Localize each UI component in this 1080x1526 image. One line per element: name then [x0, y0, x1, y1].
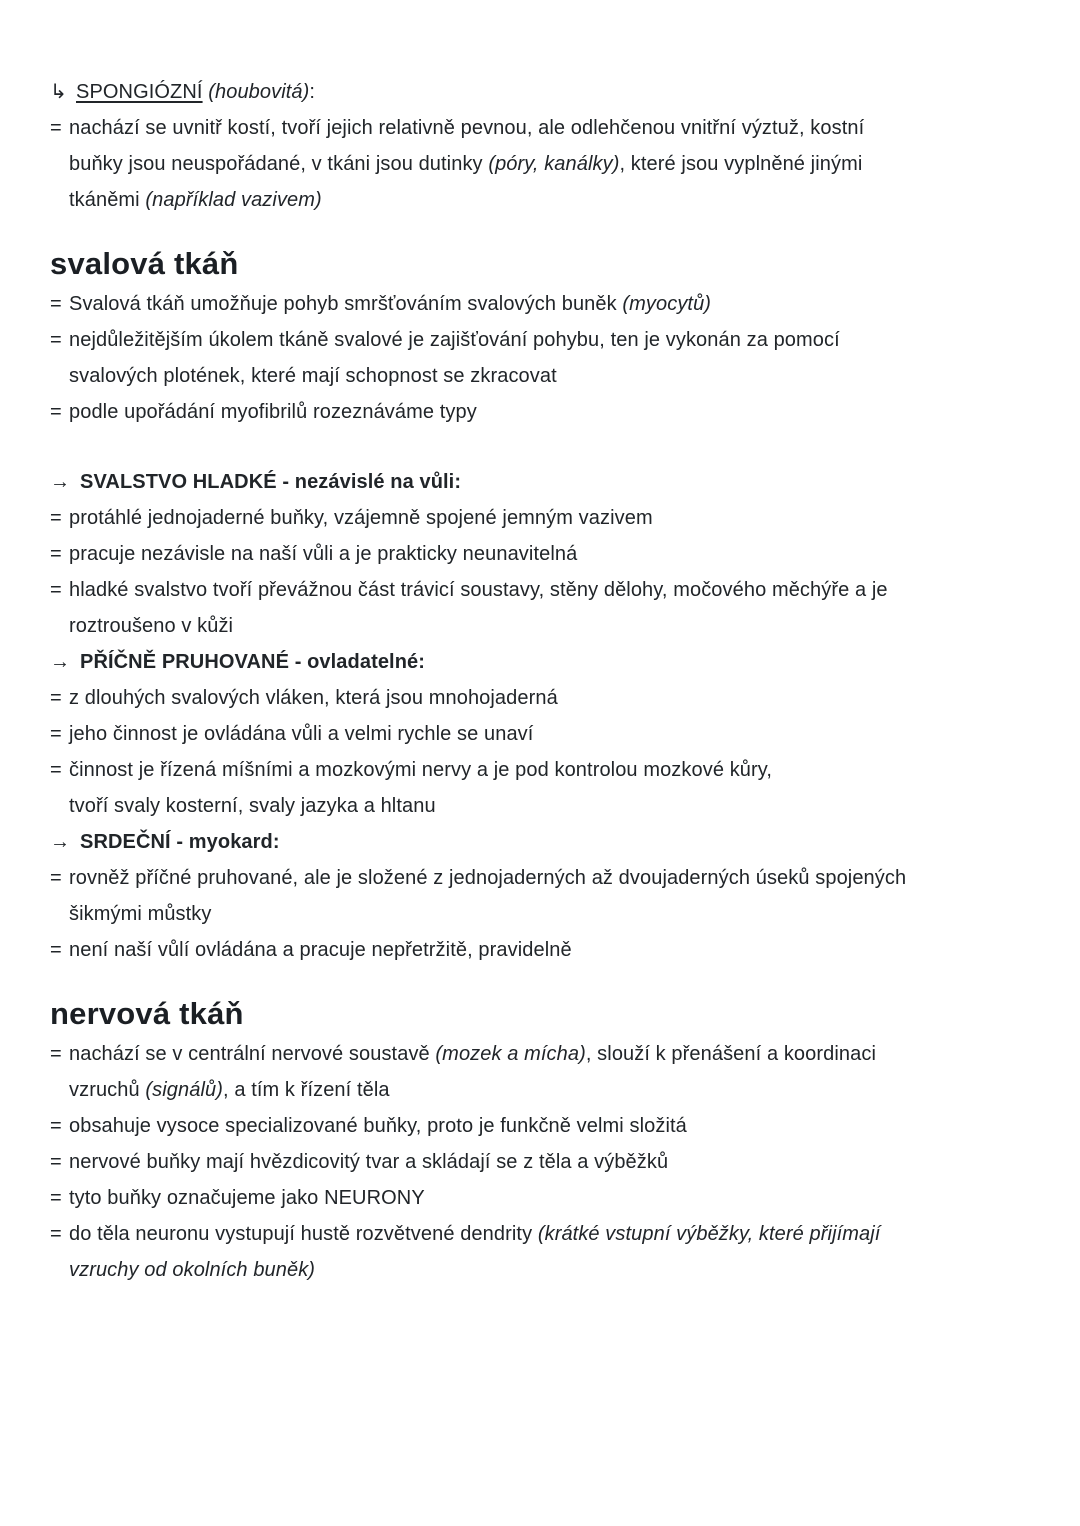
bullet-item [50, 1180, 1020, 1216]
text-line [50, 500, 1020, 536]
document-body [50, 74, 1020, 1288]
text-line [50, 322, 1020, 358]
bullet-item [50, 1036, 1020, 1108]
equals-marker: = [50, 687, 62, 709]
section-heading: svalová tkáň [50, 246, 239, 281]
text-segment: tkáněmi [69, 189, 146, 211]
bullet-item [50, 536, 1020, 572]
equals-marker: = [50, 1043, 62, 1065]
text-line [50, 1216, 1020, 1252]
equals-marker: = [50, 723, 62, 745]
text-segment: obsahuje vysoce specializované buňky, proto je funkčně velmi složitá [69, 1115, 687, 1137]
text-line [50, 358, 1020, 394]
equals-marker: = [50, 939, 62, 961]
text-segment: (například vazivem) [145, 189, 322, 211]
text-segment: , slouží k přenášení a koordinaci [585, 1043, 876, 1065]
text-segment: , které jsou vyplněné jinými [619, 153, 863, 175]
text-line [50, 572, 1020, 608]
text-segment: tvoří svaly kosterní, svaly jazyka a hltanu [69, 795, 436, 817]
text-line [50, 394, 1020, 430]
text-segment: činnost je řízená míšními a mozkovými nervy a je pod kontrolou mozkové kůry, [69, 759, 773, 781]
bullet-item [50, 752, 1020, 824]
text-segment: SVALSTVO HLADKÉ - nezávislé na vůli: [80, 471, 462, 493]
text-segment: nachází se v centrální nervové soustavě [69, 1043, 436, 1065]
text-segment: pracuje nezávisle na naší vůli a je prakticky neunavitelná [69, 543, 578, 565]
equals-marker: = [50, 1187, 62, 1209]
text-segment: SRDEČNÍ - myokard: [80, 831, 280, 853]
text-segment: není naší vůlí ovládána a pracuje nepřetržitě, pravidelně [69, 939, 572, 961]
text-segment: (póry, kanálky) [488, 153, 620, 175]
equals-marker: = [50, 117, 62, 139]
text-segment: z dlouhých svalových vláken, která jsou mnohojaderná [69, 687, 558, 709]
text-line [50, 1144, 1020, 1180]
text-line [50, 1180, 1020, 1216]
text-segment: tyto buňky označujeme jako NEURONY [69, 1187, 425, 1209]
text-line [50, 716, 1020, 752]
text-segment: nachází se uvnitř kostí, tvoří jejich relativně pevnou, ale odlehčenou vnitřní výztuž, kostní [69, 117, 865, 139]
text-line [50, 1036, 1020, 1072]
bullet-item [50, 1108, 1020, 1144]
text-segment: roztroušeno v kůži [69, 615, 234, 637]
text-line [50, 286, 1020, 322]
text-segment: PŘÍČNĚ PRUHOVANÉ - ovladatelné: [80, 651, 426, 673]
equals-marker: = [50, 401, 62, 423]
text-segment: (myocytů) [622, 293, 712, 315]
text-line [50, 824, 1020, 860]
text-segment: hladké svalstvo tvoří převážnou část trávicí soustavy, stěny dělohy, močového měchýře a je [69, 579, 888, 601]
text-line [50, 788, 1020, 824]
text-segment: svalových plotének, které mají schopnost se zkracovat [69, 365, 557, 387]
text-line [50, 1108, 1020, 1144]
text-segment: (signálů) [145, 1079, 223, 1101]
bullet-item [50, 572, 1020, 644]
section-heading: nervová tkáň [50, 996, 244, 1031]
section-gap [50, 430, 1020, 464]
text-line [50, 752, 1020, 788]
subsection-title [50, 824, 1020, 860]
bullet-item [50, 500, 1020, 536]
text-line [50, 536, 1020, 572]
text-segment: rovněž příčné pruhované, ale je složené z jednojaderných až dvoujaderných úseků spojených [69, 867, 907, 889]
equals-marker: = [50, 507, 62, 529]
equals-marker: = [50, 867, 62, 889]
bullet-item [50, 394, 1020, 430]
equals-marker: = [50, 759, 62, 781]
text-line [50, 74, 1020, 110]
text-segment: (houbovitá) [208, 81, 310, 103]
subsection-title [50, 464, 1020, 500]
text-segment: nervové buňky mají hvězdicovitý tvar a skládají se z těla a výběžků [69, 1151, 669, 1173]
text-line [50, 1072, 1020, 1108]
text-line [50, 644, 1020, 680]
equals-marker: = [50, 293, 62, 315]
arrow-right-icon: → [50, 651, 71, 673]
text-segment: SPONGIÓZNÍ [76, 81, 203, 103]
bullet-item [50, 680, 1020, 716]
bullet-item [50, 286, 1020, 322]
text-line [50, 860, 1020, 896]
text-segment: Svalová tkáň umožňuje pohyb smršťováním svalových buněk [69, 293, 623, 315]
equals-marker: = [50, 1151, 62, 1173]
arrow-right-icon: → [50, 831, 71, 853]
arrow-right-icon: → [50, 471, 71, 493]
text-segment: nejdůležitějším úkolem tkáně svalové je zajišťování pohybu, ten je vykonán za pomocí [69, 329, 840, 351]
text-segment: (krátké vstupní výběžky, které přijímají [537, 1223, 881, 1245]
bullet-item [50, 1144, 1020, 1180]
sub-bullet-label [50, 74, 1020, 110]
text-line [50, 680, 1020, 716]
text-segment: protáhlé jednojaderné buňky, vzájemně spojené jemným vazivem [69, 507, 653, 529]
text-line [50, 146, 1020, 182]
equals-marker: = [50, 1223, 62, 1245]
subsection-title [50, 644, 1020, 680]
arrow-branch-icon: ↳ [50, 81, 67, 103]
equals-marker: = [50, 543, 62, 565]
text-line [50, 110, 1020, 146]
text-segment: jeho činnost je ovládána vůli a velmi rychle se unaví [69, 723, 534, 745]
text-segment: : [309, 81, 316, 103]
text-line [50, 896, 1020, 932]
text-segment: vzruchů [69, 1079, 146, 1101]
bullet-item [50, 322, 1020, 394]
bullet-item [50, 110, 1020, 218]
text-line [50, 182, 1020, 218]
text-line [50, 608, 1020, 644]
bullet-item [50, 860, 1020, 932]
bullet-item [50, 1216, 1020, 1288]
equals-marker: = [50, 579, 62, 601]
text-segment: buňky jsou neuspořádané, v tkáni jsou dutinky [69, 153, 489, 175]
text-line [50, 932, 1020, 968]
text-segment: , a tím k řízení těla [223, 1079, 390, 1101]
text-segment: podle upořádání myofibrilů rozeznáváme typy [69, 401, 477, 423]
text-segment: vzruchy od okolních buněk) [69, 1259, 316, 1281]
equals-marker: = [50, 1115, 62, 1137]
text-line [50, 1252, 1020, 1288]
text-segment: do těla neuronu vystupují hustě rozvětvené dendrity [69, 1223, 538, 1245]
text-segment: (mozek a mícha) [435, 1043, 586, 1065]
text-line [50, 464, 1020, 500]
bullet-item [50, 716, 1020, 752]
bullet-item [50, 932, 1020, 968]
equals-marker: = [50, 329, 62, 351]
text-segment: šikmými můstky [69, 903, 212, 925]
